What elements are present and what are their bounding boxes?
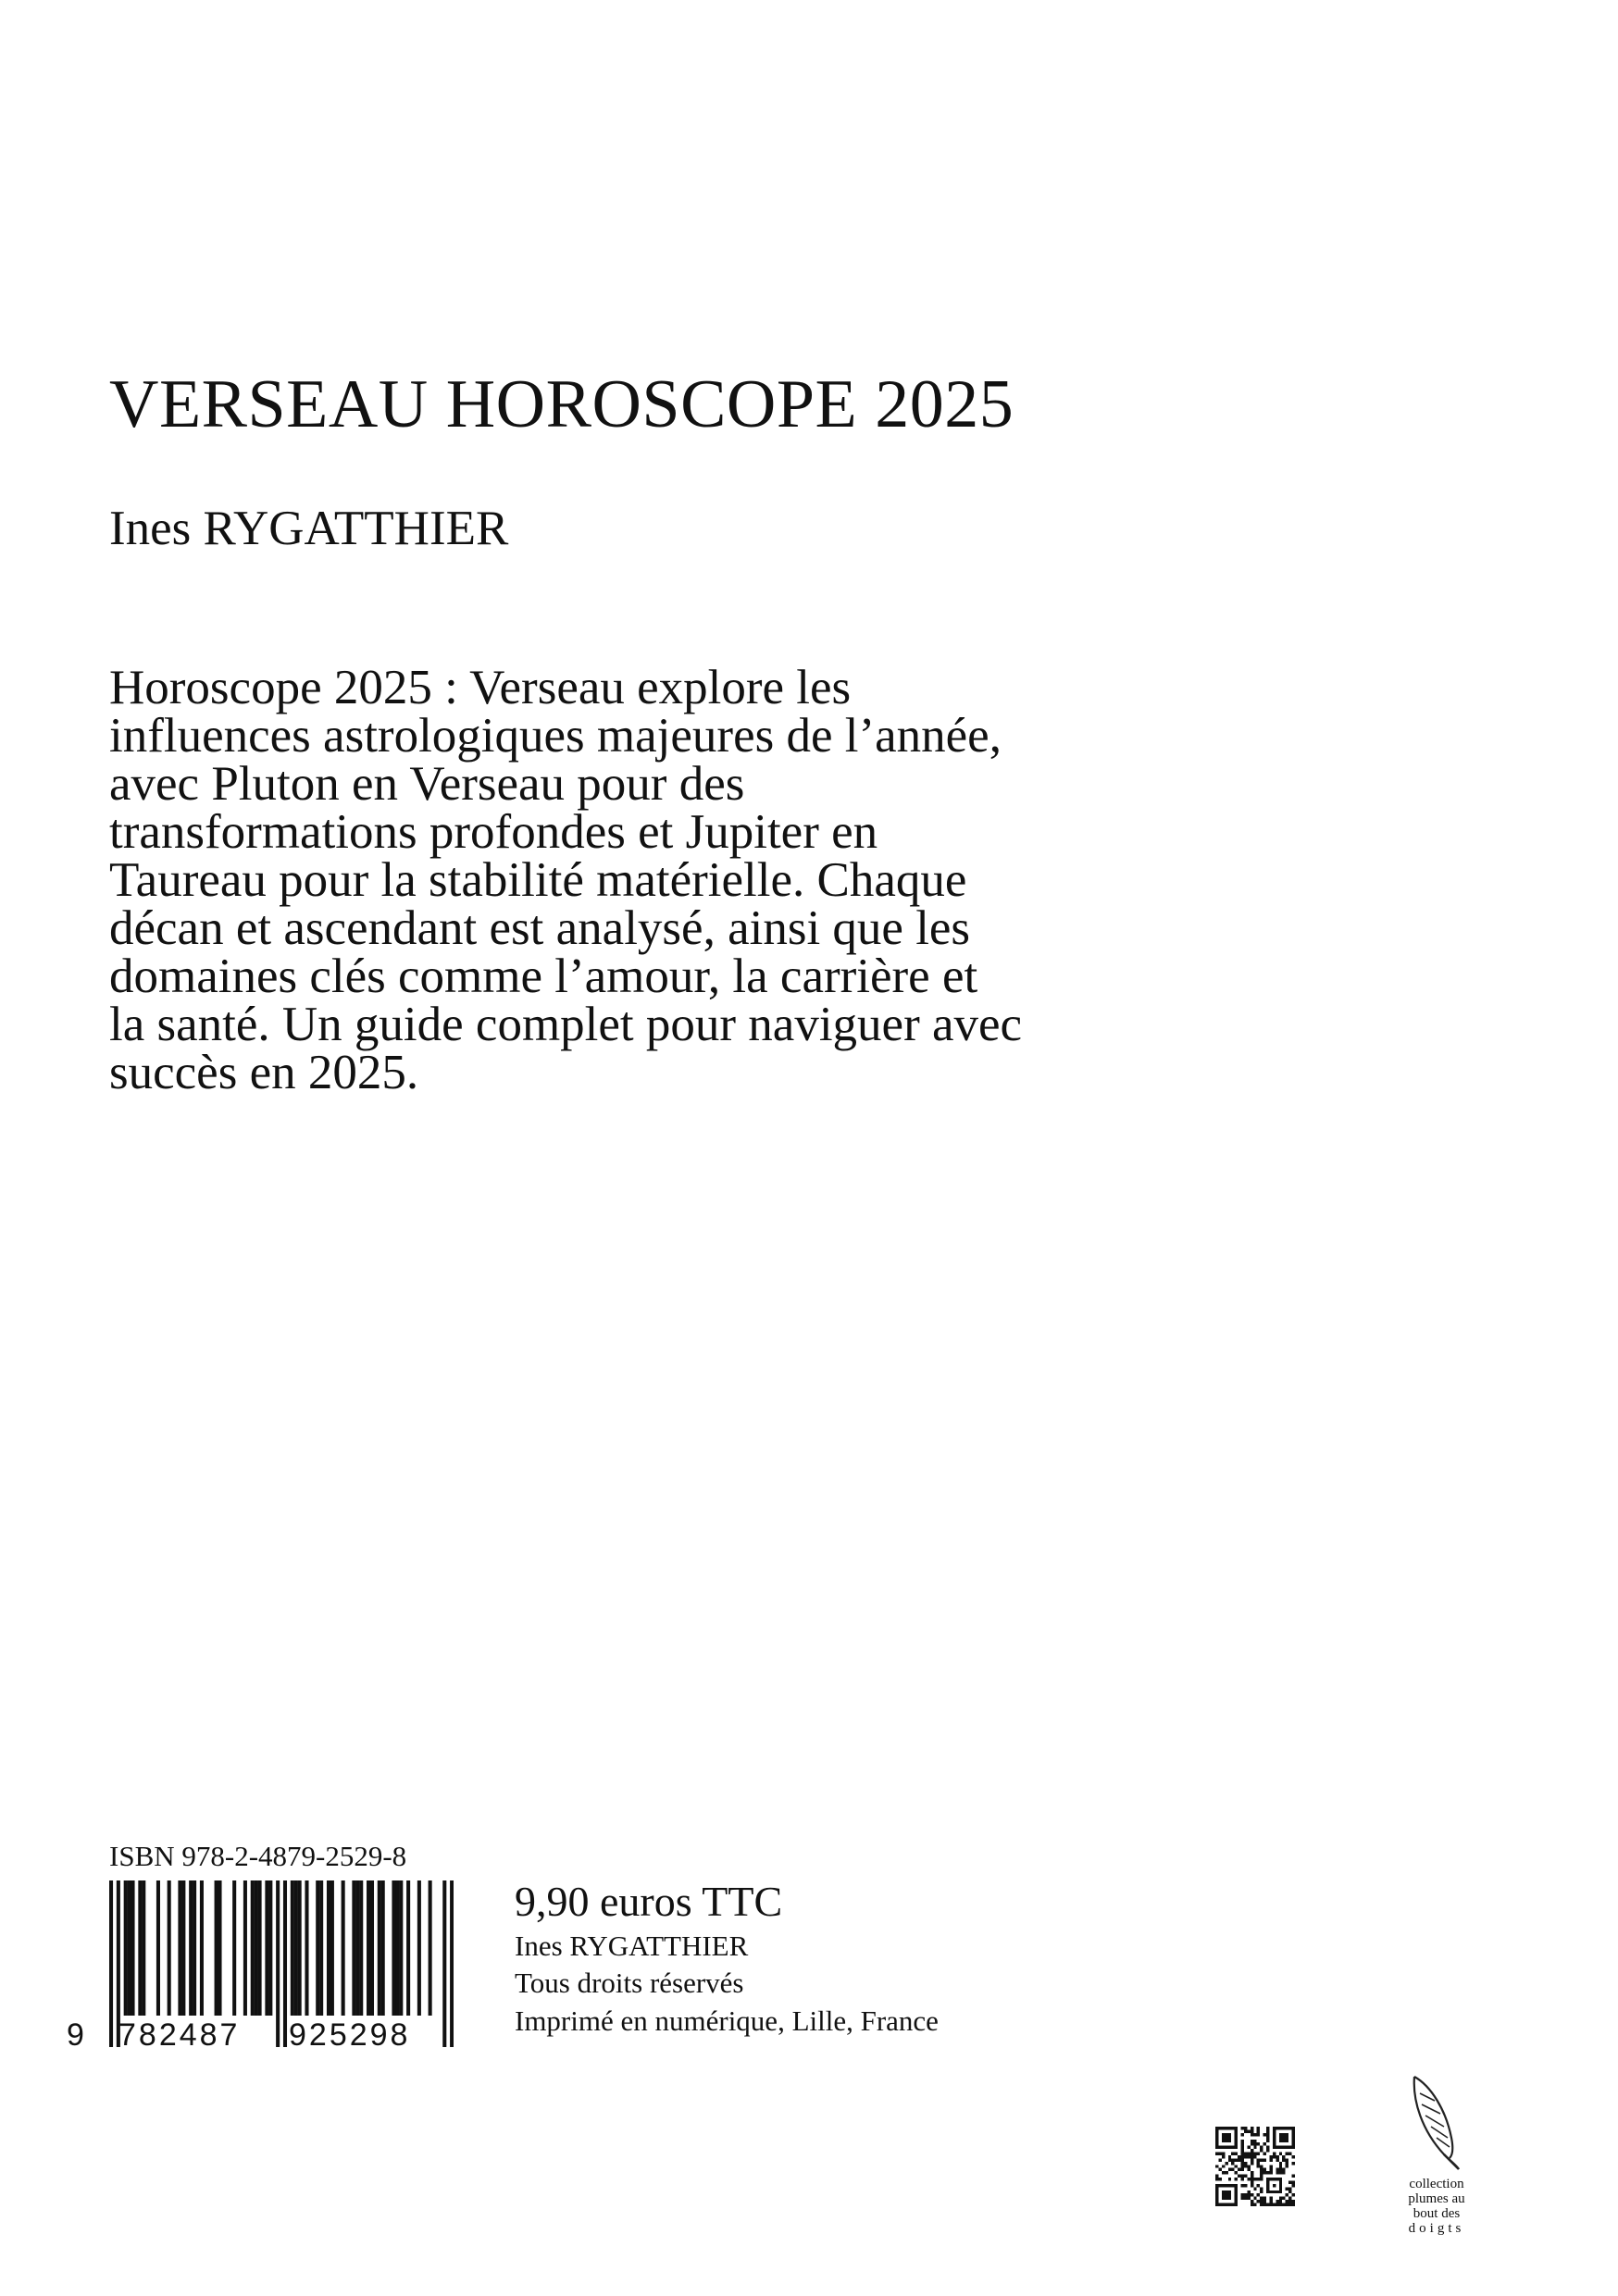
barcode-bar (342, 1880, 345, 2016)
barcode-bar (305, 1880, 308, 2016)
collection-line: collection (1409, 2177, 1464, 2191)
barcode-bar (215, 1880, 218, 2016)
barcode-right-digits: 925298 (289, 2017, 411, 2053)
qr-code-icon (1215, 2127, 1295, 2206)
barcode-bar (181, 1880, 185, 2016)
barcode-bar (109, 1880, 113, 2047)
barcode-bar (442, 1880, 446, 2047)
barcode-bar (381, 1880, 385, 2016)
price: 9,90 euros TTC (515, 1878, 783, 1925)
barcode-bar (193, 1880, 196, 2016)
back-cover-blurb (109, 661, 1257, 1099)
barcode-bar (142, 1880, 145, 2016)
barcode-bar (298, 1880, 302, 2016)
book-author: Ines RYGATTHIER (109, 502, 509, 555)
book-title: VERSEAU HOROSCOPE 2025 (109, 366, 1014, 442)
barcode-bar (276, 1880, 280, 2047)
barcode-bar (156, 1880, 160, 2016)
barcode-bar (255, 1880, 258, 2016)
barcode-bar (218, 1880, 221, 2016)
collection-line: plumes au (1408, 2191, 1465, 2206)
barcode-bar (131, 1880, 134, 2016)
barcode-bar (243, 1880, 247, 2016)
barcode-bar (200, 1880, 204, 2016)
isbn-label: ISBN 978-2-4879-2529-8 (109, 1840, 407, 1872)
blurb-line: Taureau pour la stabilité matérielle. Chaque (109, 853, 967, 907)
collection-line: bout des (1413, 2206, 1461, 2221)
barcode-bar (268, 1880, 272, 2016)
barcode-bar (232, 1880, 236, 2016)
blurb-line: décan et ascendant est analysé, ainsi que les (109, 901, 971, 955)
barcode-bar (330, 1880, 334, 2016)
barcode-bar (316, 1880, 319, 2016)
barcode-left-digits: 782487 (118, 2017, 241, 2053)
barcode-bar (128, 1880, 131, 2016)
barcode-bar (399, 1880, 403, 2016)
feather-icon (1411, 2073, 1462, 2173)
barcode-bar (294, 1880, 298, 2016)
imprint-author: Ines RYGATTHIER (515, 1930, 749, 1962)
barcode-bar (327, 1880, 330, 2016)
barcode-bar (124, 1880, 128, 2016)
barcode-bar (283, 1880, 287, 2047)
blurb-line: la santé. Un guide complet pour naviguer avec (109, 998, 1023, 1051)
imprint-printed: Imprimé en numérique, Lille, France (515, 2004, 939, 2037)
blurb-line: influences astrologiques majeures de l’année, (109, 709, 1002, 763)
barcode-bar (406, 1880, 410, 2016)
blurb-line: Horoscope 2025 : Verseau explore les (109, 661, 852, 714)
collection-line: doigts (1408, 2221, 1465, 2236)
blurb-line: transformations profondes et Jupiter en (109, 805, 878, 859)
barcode-bar (251, 1880, 255, 2016)
barcode-bar (450, 1880, 454, 2047)
barcode-bar (417, 1880, 421, 2016)
barcode-bar (189, 1880, 193, 2016)
barcode-bar (392, 1880, 395, 2016)
barcode-bar (291, 1880, 294, 2016)
barcode-bar (138, 1880, 142, 2016)
barcode-bar (429, 1880, 432, 2016)
collection-logo (1398, 2073, 1475, 2240)
barcode-bar (265, 1880, 268, 2016)
barcode-bar (168, 1880, 171, 2016)
barcode-bar (359, 1880, 363, 2016)
barcode-first-digit: 9 (67, 2017, 84, 2053)
barcode-bar (370, 1880, 374, 2016)
barcode-bar (355, 1880, 359, 2016)
barcode-bar (395, 1880, 399, 2016)
imprint-rights: Tous droits réservés (515, 1967, 744, 1999)
blurb-line: succès en 2025. (109, 1046, 419, 1099)
barcode-bar (258, 1880, 262, 2016)
blurb-line: avec Pluton en Verseau pour des (109, 757, 745, 811)
barcode-bar (352, 1880, 355, 2016)
barcode-bar (178, 1880, 181, 2016)
barcode-bar (367, 1880, 370, 2016)
barcode-bar (319, 1880, 323, 2016)
collection-name (1398, 2177, 1475, 2236)
barcode-bar (378, 1880, 381, 2016)
blurb-line: domaines clés comme l’amour, la carrière et (109, 949, 978, 1003)
